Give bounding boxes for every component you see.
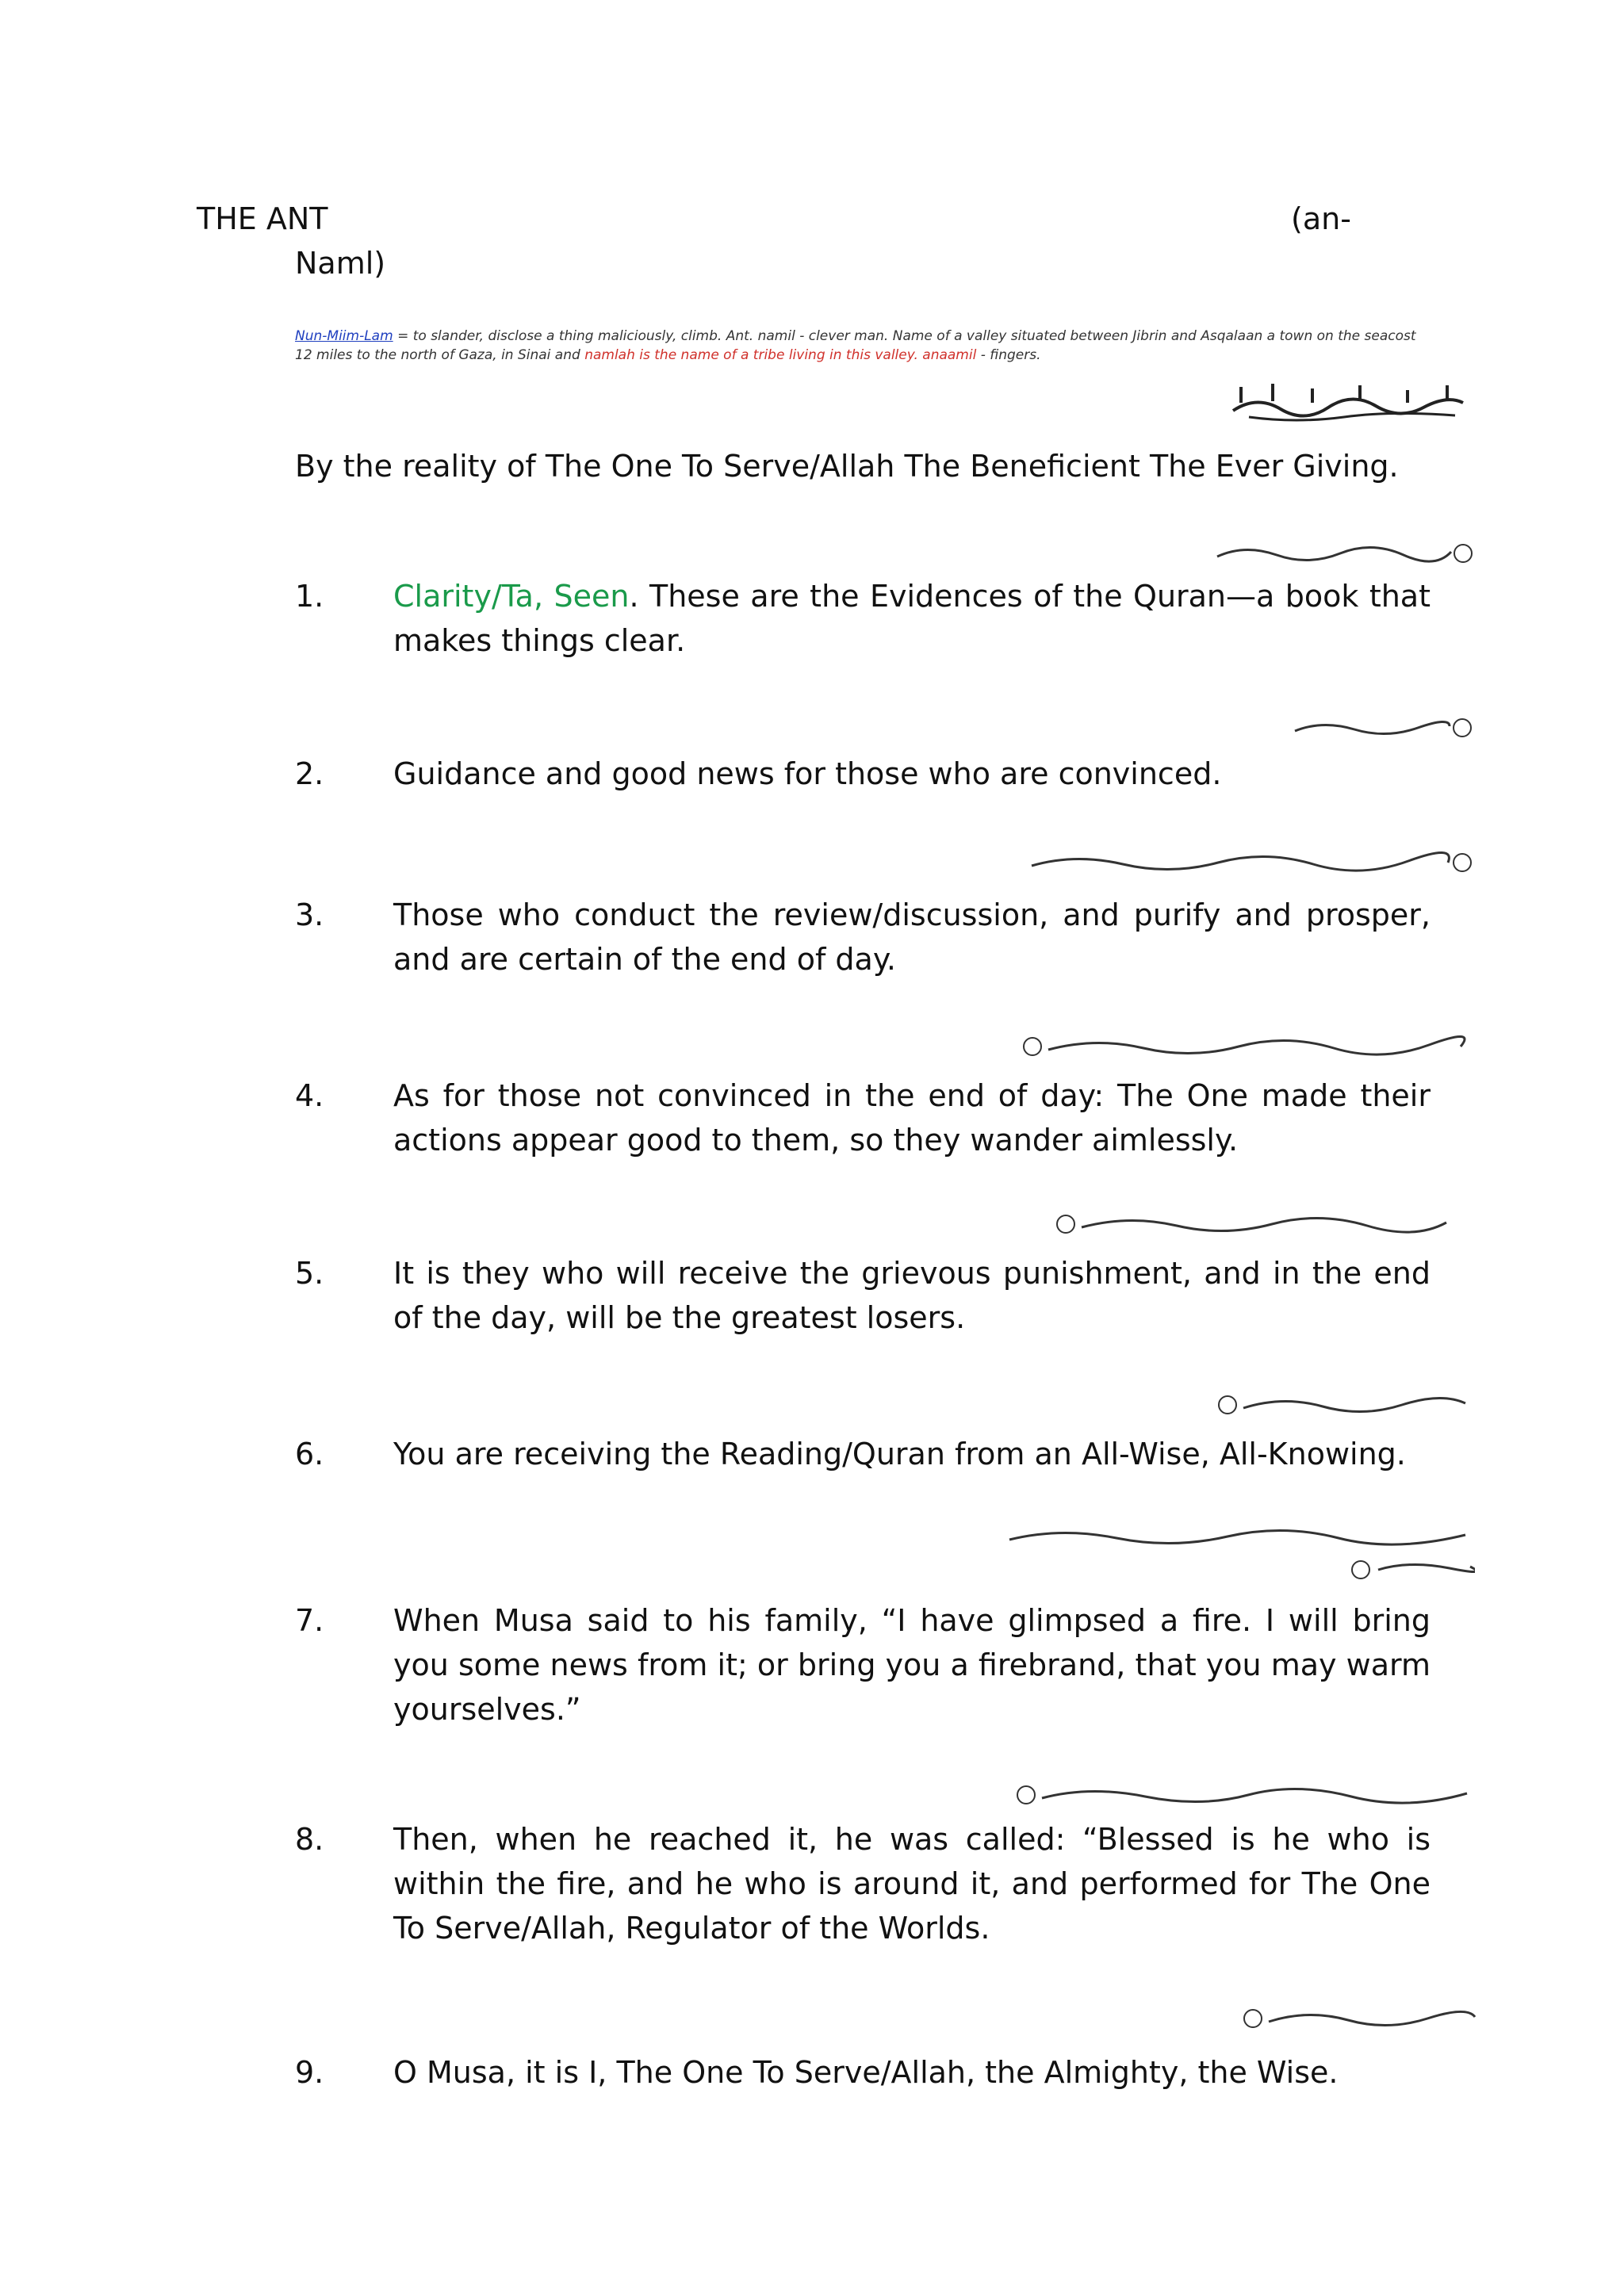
arabic-verse-9-image bbox=[1237, 2001, 1483, 2033]
chapter-title-transliteration-wrap: Naml) bbox=[295, 246, 386, 281]
footnote-highlight: namlah is the name of a tribe living in this valley. anaamil bbox=[584, 347, 977, 363]
arabic-verse-1-image bbox=[1213, 536, 1475, 568]
arabic-verse-6-image bbox=[1212, 1387, 1475, 1419]
arabic-verse-4-image bbox=[1017, 1029, 1475, 1061]
verse-number: 6. bbox=[295, 1437, 324, 1471]
arabic-verse-8-image bbox=[1010, 1777, 1475, 1809]
verse-4 bbox=[295, 1073, 1431, 1162]
arabic-verse-7-image bbox=[1005, 1521, 1475, 1586]
root-word-link[interactable]: Nun-Miim-Lam bbox=[295, 328, 393, 344]
verse-number: 3. bbox=[295, 897, 324, 932]
verse-text: You are receiving the Reading/Quran from an All-Wise, All-Knowing. bbox=[393, 1437, 1406, 1471]
root-word-footnote bbox=[295, 327, 1437, 365]
footnote-text-end: - fingers. bbox=[976, 347, 1041, 363]
verse-9 bbox=[295, 2050, 1431, 2095]
verse-number: 1. bbox=[295, 579, 324, 614]
verse-text: O Musa, it is I, The One To Serve/Allah, the Almighty, the Wise. bbox=[393, 2055, 1339, 2090]
arabic-verse-5-image bbox=[1050, 1207, 1475, 1238]
verse-text: Then, when he reached it, he was called: “Blessed is he who is within the fire, and he who is around it, and performed for The One To Serve/Allah, Regulator of the Worlds. bbox=[393, 1822, 1431, 1946]
verse-number: 7. bbox=[295, 1603, 324, 1638]
basmala-calligraphy-image bbox=[1225, 379, 1471, 425]
verse-number: 2. bbox=[295, 756, 324, 791]
arabic-verse-2-image bbox=[1291, 710, 1475, 742]
verse-1 bbox=[295, 574, 1431, 663]
verse-text: Guidance and good news for those who are convinced. bbox=[393, 756, 1222, 791]
verse-text: . These are the Evidences of the Quran—a book that makes things clear. bbox=[393, 579, 1431, 658]
verse-6 bbox=[295, 1432, 1431, 1476]
verse-7 bbox=[295, 1598, 1431, 1732]
verse-text: It is they who will receive the grievous punishment, and in the end of the day, will be the greatest losers. bbox=[393, 1256, 1431, 1335]
verse-number: 5. bbox=[295, 1256, 324, 1291]
verse-highlight: Clarity/Ta, Seen bbox=[393, 579, 630, 614]
verse-text: As for those not convinced in the end of day: The One made their actions appear good to them, so they wander aimlessly. bbox=[393, 1078, 1431, 1158]
verse-number: 9. bbox=[295, 2055, 324, 2090]
verse-number: 8. bbox=[295, 1822, 324, 1857]
verse-2 bbox=[295, 752, 1431, 796]
verse-text: When Musa said to his family, “I have glimpsed a fire. I will bring you some news from it; or bring you a firebrand, that you may warm yourselves.” bbox=[393, 1603, 1431, 1727]
opening-invocation: By the reality of The One To Serve/Allah The Beneficient The Ever Giving. bbox=[295, 449, 1399, 484]
verse-5 bbox=[295, 1251, 1431, 1340]
verse-8 bbox=[295, 1817, 1431, 1950]
verse-3 bbox=[295, 893, 1431, 982]
footnote-text: = to slander, disclose a thing maliciously, climb. Ant. namil - clever man. Name of a valley situated between Jibrin and Asqalaan a town on the seacost 12 miles to the north of Gaza, in Sinai and bbox=[295, 328, 1416, 363]
chapter-title: THE ANT bbox=[197, 201, 328, 236]
chapter-title-transliteration: (an- bbox=[1291, 201, 1351, 236]
verse-number: 4. bbox=[295, 1078, 324, 1113]
arabic-verse-3-image bbox=[1028, 845, 1475, 877]
verse-text: Those who conduct the review/discussion, and purify and prosper, and are certain of the end of day. bbox=[393, 897, 1431, 977]
